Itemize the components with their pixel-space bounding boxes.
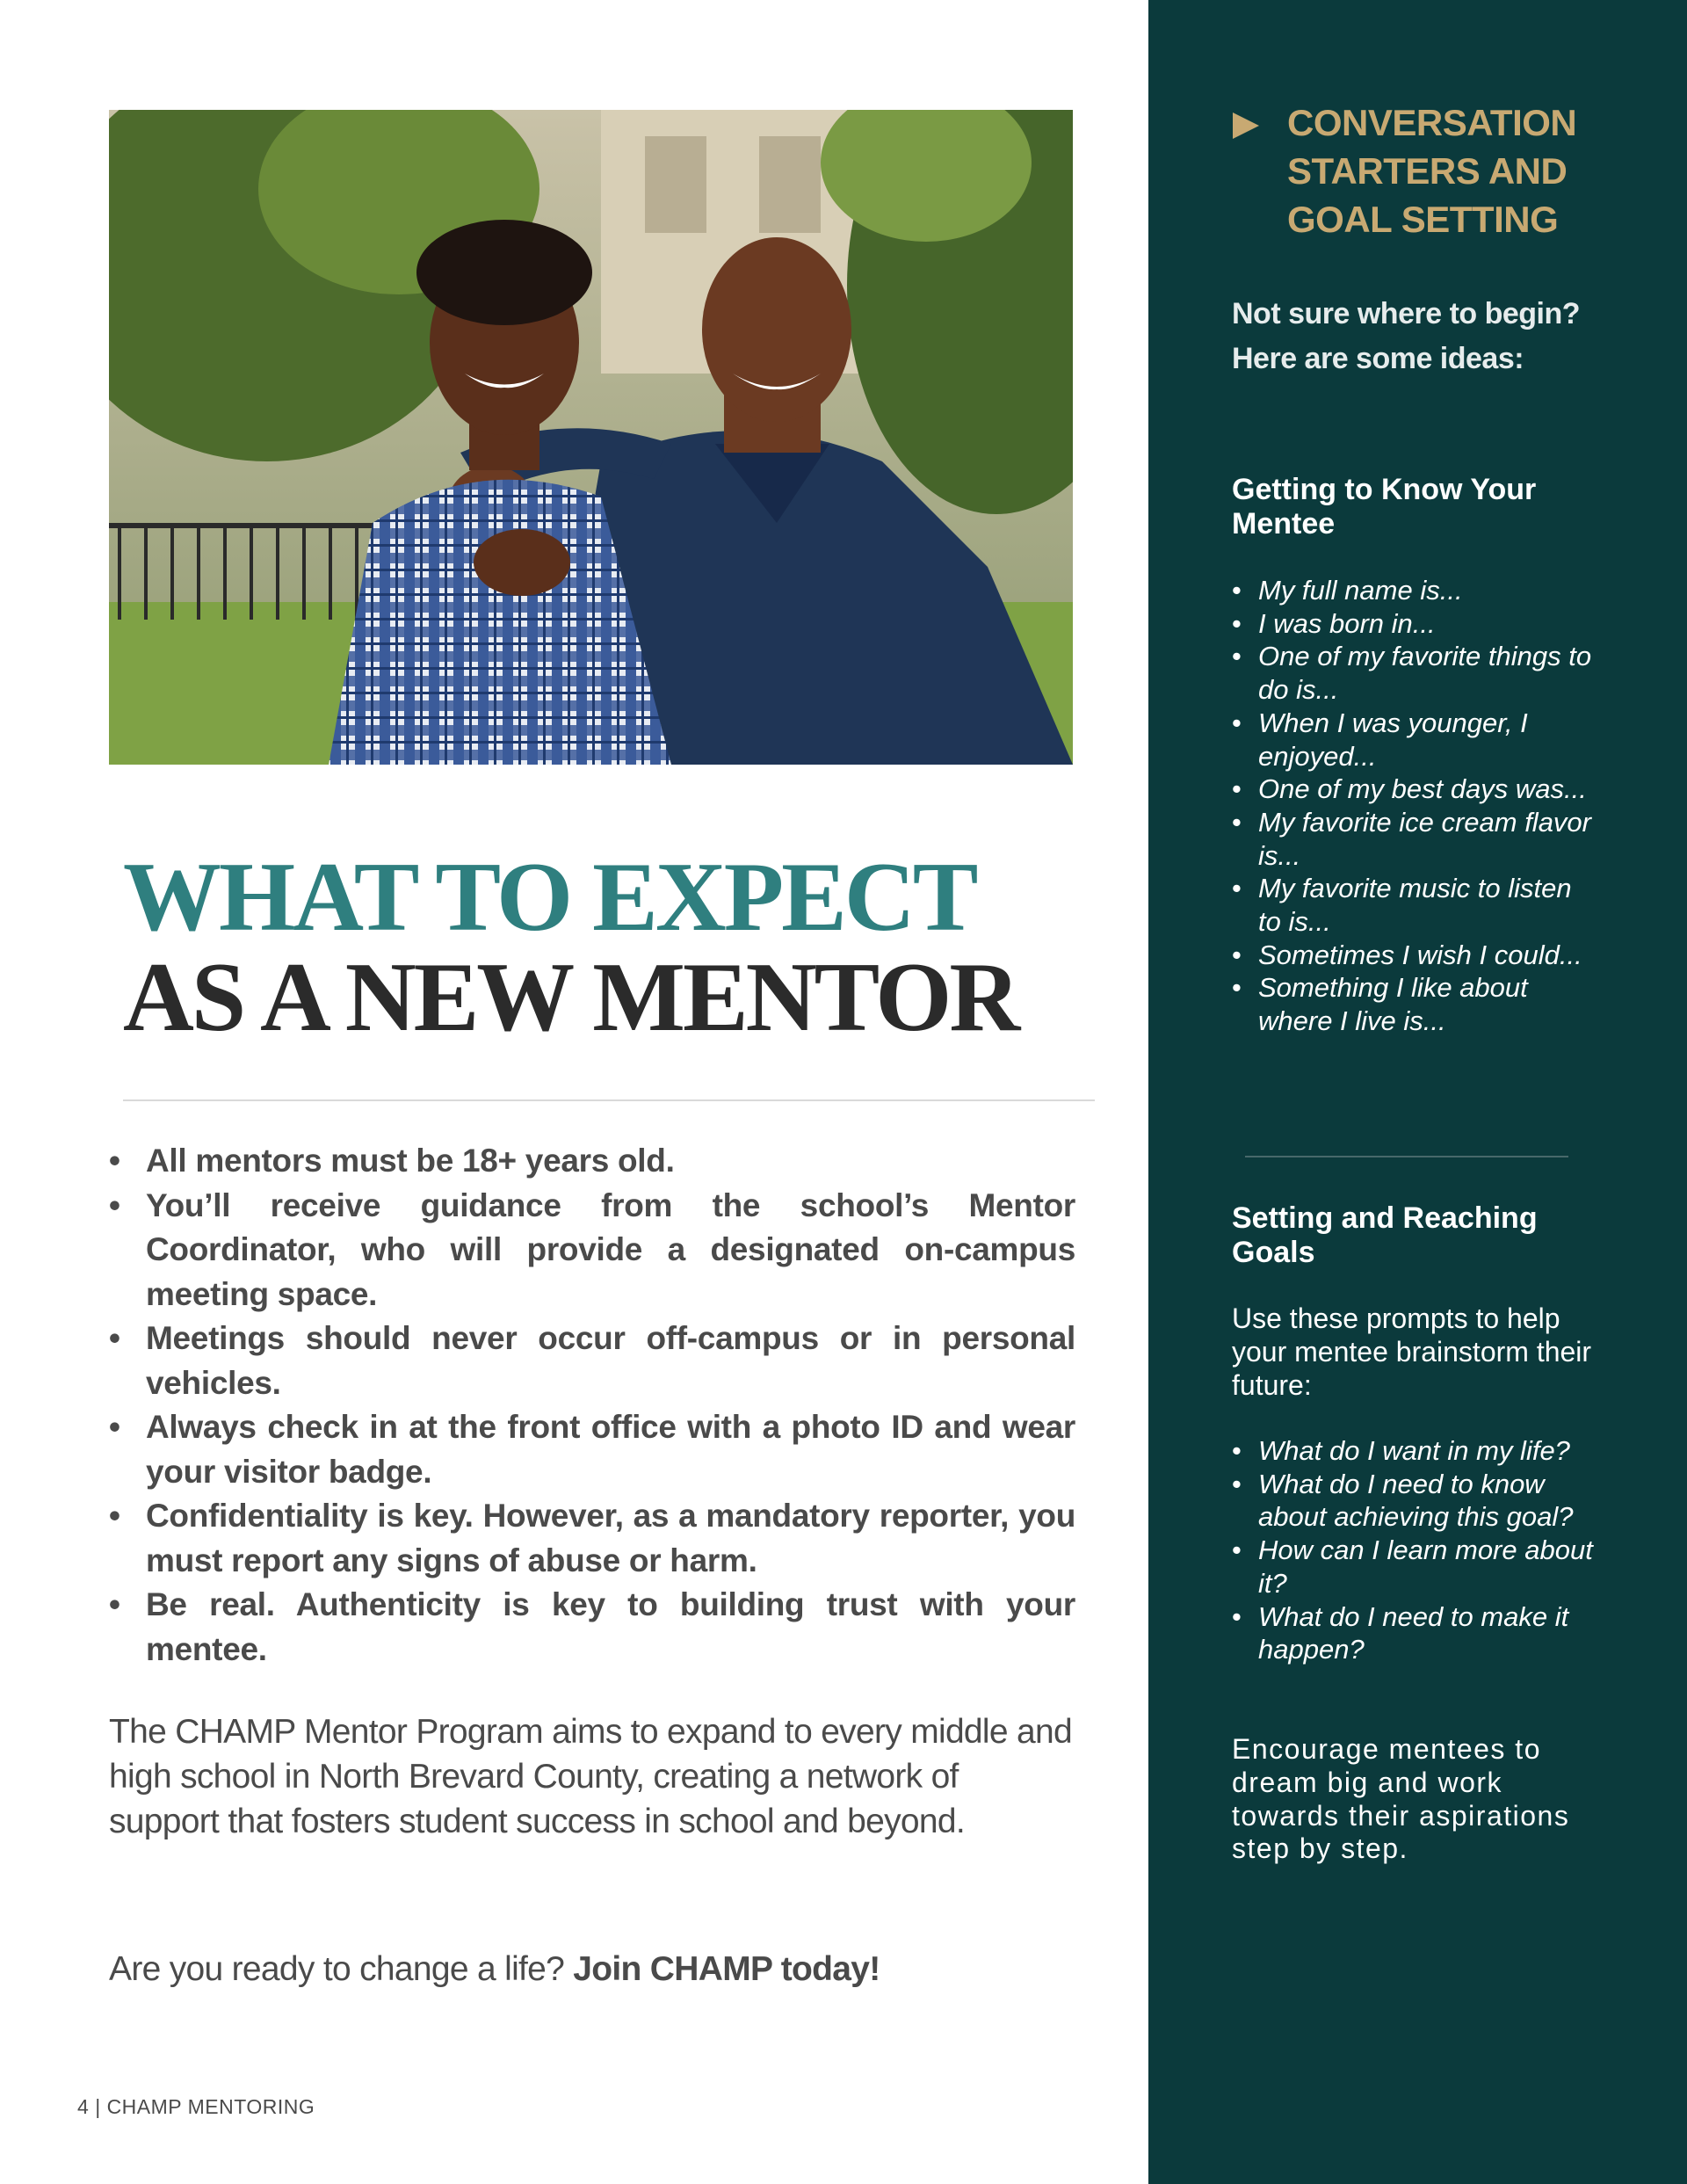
- list-item: • Something I like about where I live is...: [1232, 971, 1601, 1037]
- section-heading-know-mentee: Getting to Know Your Mentee: [1232, 473, 1537, 541]
- list-item: • When I was younger, I enjoyed...: [1232, 707, 1601, 773]
- section-heading-goals: Setting and Reaching Goals: [1232, 1201, 1538, 1269]
- list-item: • You’ll receive guidance from the school’s Mentor Coordinator, who will provide a designated on-campus meeting space.: [109, 1184, 1075, 1317]
- list-item: • What do I need to make it happen?: [1232, 1600, 1601, 1666]
- publication-title: CHAMP MENTORING: [106, 2095, 315, 2118]
- page-number: 4: [77, 2095, 90, 2118]
- sidebar-title: CONVERSATION STARTERS AND GOAL SETTING: [1287, 102, 1577, 240]
- list-item: • One of my favorite things to do is...: [1232, 640, 1601, 706]
- call-to-action: [109, 1947, 1075, 1992]
- page-footer: [77, 2095, 315, 2119]
- cta-join-link[interactable]: Join CHAMP today!: [573, 1950, 880, 1988]
- list-item: • Always check in at the front office with a photo ID and wear your visitor badge.: [109, 1405, 1075, 1494]
- list-item: • My favorite music to listen to is...: [1232, 872, 1601, 938]
- sidebar-divider: [1245, 1156, 1568, 1157]
- list-item: • Be real. Authenticity is key to building trust with your mentee.: [109, 1583, 1075, 1672]
- list-item: • My favorite ice cream flavor is...: [1232, 806, 1601, 872]
- list-item: • One of my best days was...: [1232, 773, 1601, 806]
- list-item: • Sometimes I wish I could...: [1232, 939, 1601, 972]
- program-description: The CHAMP Mentor Program aims to expand to every middle and high school in North Brevard County, creating a network of support that fosters student success in school and beyond.: [109, 1713, 1072, 1840]
- list-item: • I was born in...: [1232, 607, 1601, 641]
- cta-question: Are you ready to change a life?: [109, 1950, 574, 1988]
- list-item: • What do I want in my life?: [1232, 1434, 1601, 1468]
- headline-line-2: AS A NEW MENTOR: [123, 943, 1018, 1052]
- list-item: • My full name is...: [1232, 574, 1601, 607]
- conversation-starters-list: [1232, 574, 1601, 1038]
- headline-line-1: WHAT TO EXPECT: [123, 843, 976, 952]
- sidebar-intro: Not sure where to begin? Here are some ideas:: [1232, 297, 1581, 375]
- page-headline: [123, 843, 1090, 1052]
- play-arrow-icon: [1233, 112, 1259, 139]
- mentor-photo-illustration: [109, 110, 1073, 765]
- headline-divider: [123, 1099, 1095, 1101]
- goals-closing: Encourage mentees to dream big and work towards their aspirations step by step.: [1232, 1733, 1570, 1865]
- mentor-photo: [109, 110, 1073, 765]
- list-item: • How can I learn more about it?: [1232, 1534, 1601, 1600]
- conversation-sidebar: [1148, 0, 1687, 2184]
- list-item: • What do I need to know about achieving this goal?: [1232, 1468, 1601, 1534]
- goal-prompts-list: [1232, 1434, 1601, 1666]
- footer-separator: |: [95, 2095, 101, 2118]
- mentor-expectations-list: [109, 1139, 1075, 1672]
- list-item: • Meetings should never occur off-campus or in personal vehicles.: [109, 1317, 1075, 1405]
- goals-intro: Use these prompts to help your mentee brainstorm their future:: [1232, 1302, 1592, 1401]
- list-item: • Confidentiality is key. However, as a mandatory reporter, you must report any signs of abuse or harm.: [109, 1494, 1075, 1583]
- list-item: • All mentors must be 18+ years old.: [109, 1139, 1075, 1184]
